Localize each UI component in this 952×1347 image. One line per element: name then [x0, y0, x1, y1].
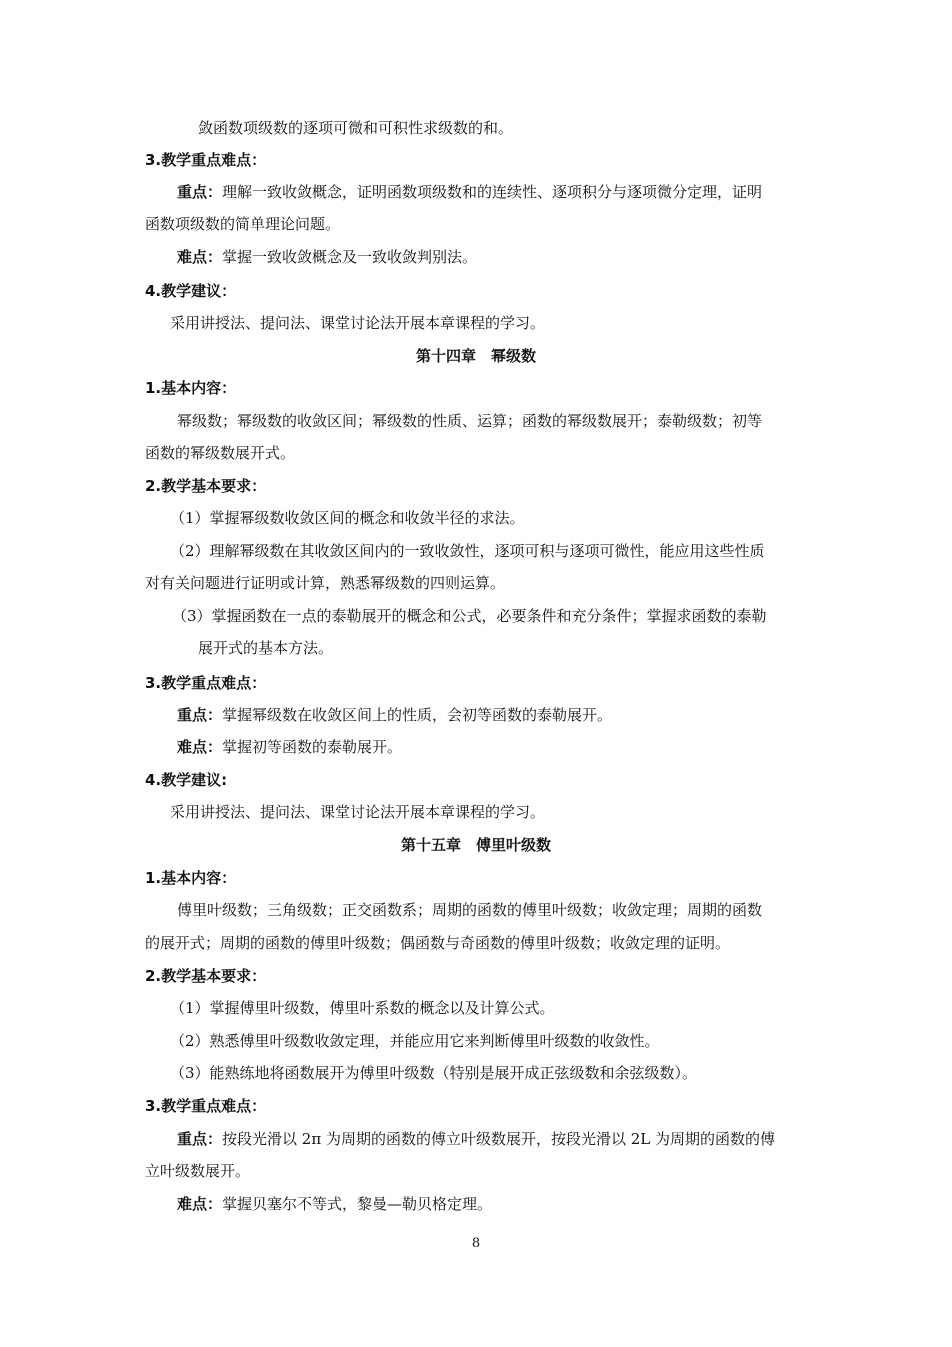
section-heading: 3.教学重点难点：: [145, 1097, 267, 1115]
paragraph-text: 掌握幂级数在收敛区间上的性质，会初等函数的泰勒展开。: [222, 706, 613, 724]
section-heading: 3.教学重点难点：: [145, 151, 267, 169]
paragraph-line: 采用讲授法、提问法、课堂讨论法开展本章课程的学习。: [170, 314, 546, 332]
paragraph-text: 理解一致收敛概念，证明函数项级数和的连续性、逐项积分与逐项微分定理，证明: [222, 183, 763, 201]
section-heading: 4.教学建议:: [145, 771, 228, 789]
chapter-title: 第十四章 幂级数: [415, 347, 536, 365]
key-points-label: 重点：: [177, 183, 223, 201]
page-number: 8: [471, 1236, 481, 1251]
list-item-continuation: 展开式的基本方法。: [198, 639, 334, 657]
key-points-label: 重点：: [177, 1130, 223, 1148]
section-heading: 1.基本内容：: [145, 869, 237, 887]
paragraph-line: 立叶级数展开。: [145, 1162, 251, 1180]
paragraph-line: [177, 705, 877, 725]
list-item: （1）掌握傅里叶级数，傅里叶系数的概念以及计算公式。: [170, 999, 555, 1017]
section-heading: 2.教学基本要求：: [145, 967, 267, 985]
difficult-points-label: 难点：: [177, 738, 223, 756]
paragraph-line: [177, 737, 877, 757]
list-item: （2）熟悉傅里叶级数收敛定理，并能应用它来判断傅里叶级数的收敛性。: [170, 1032, 660, 1050]
paragraph-text: 按段光滑以 2π 为周期的函数的傅立叶级数展开，按段光滑以 2L 为周期的函数的傅: [222, 1130, 775, 1148]
section-heading: 2.教学基本要求：: [145, 477, 267, 495]
section-heading: 4.教学建议：: [145, 282, 237, 300]
paragraph-line: 幂级数；幂级数的收敛区间；幂级数的性质、运算；函数的幂级数展开；泰勒级数；初等: [177, 412, 763, 430]
paragraph-line: 敛函数项级数的逐项可微和可积性求级数的和。: [198, 119, 514, 137]
list-item: （2）理解幂级数在其收敛区间内的一致收敛性，逐项可积与逐项可微性，能应用这些性质: [170, 542, 765, 560]
paragraph-line: [177, 182, 877, 202]
difficult-points-label: 难点：: [177, 248, 223, 266]
paragraph-line: [177, 247, 877, 267]
difficult-points-label: 难点：: [177, 1195, 223, 1213]
paragraph-line: [177, 1129, 877, 1149]
paragraph-line: [177, 1194, 877, 1214]
paragraph-line: 采用讲授法、提问法、课堂讨论法开展本章课程的学习。: [170, 803, 546, 821]
paragraph-text: 掌握初等函数的泰勒展开。: [222, 738, 403, 756]
paragraph-text: 掌握贝塞尔不等式，黎曼—勒贝格定理。: [222, 1195, 493, 1213]
paragraph-line: 的展开式；周期的函数的傅里叶级数；偶函数与奇函数的傅里叶级数；收敛定理的证明。: [145, 934, 731, 952]
list-item-continuation: 对有关问题进行证明或计算，熟悉幂级数的四则运算。: [145, 574, 506, 592]
chapter-title: 第十五章 傅里叶级数: [400, 836, 551, 854]
paragraph-line: 傅里叶级数；三角级数；正交函数系；周期的函数的傅里叶级数；收敛定理；周期的函数: [177, 901, 763, 919]
paragraph-text: 掌握一致收敛概念及一致收敛判别法。: [222, 248, 478, 266]
list-item: （3）掌握函数在一点的泰勒展开的概念和公式，必要条件和充分条件；掌握求函数的泰勒: [172, 607, 767, 625]
section-heading: 3.教学重点难点：: [145, 674, 267, 692]
paragraph-line: 函数项级数的简单理论问题。: [145, 215, 341, 233]
section-heading: 1.基本内容：: [145, 379, 237, 397]
key-points-label: 重点：: [177, 706, 223, 724]
list-item: （1）掌握幂级数收敛区间的概念和收敛半径的求法。: [170, 509, 525, 527]
paragraph-line: 函数的幂级数展开式。: [145, 444, 296, 462]
list-item: （3）能熟练地将函数展开为傅里叶级数（特别是展开成正弦级数和余弦级数）。: [170, 1064, 698, 1082]
